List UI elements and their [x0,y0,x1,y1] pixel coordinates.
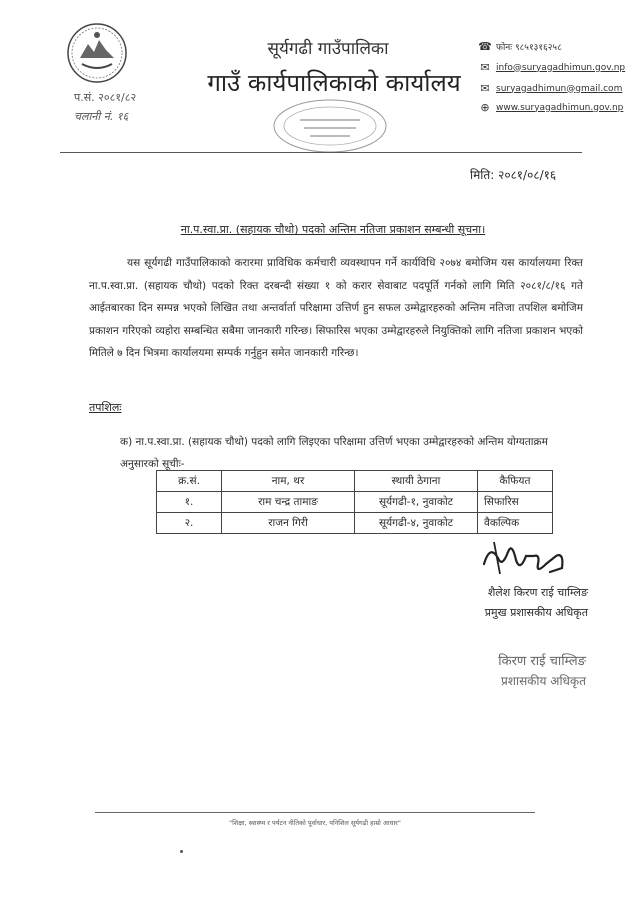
globe-icon: ⊕ [480,101,490,114]
cell-name: राजन गिरी [222,513,355,534]
signatory-title: प्रमुख प्रशासकीय अधिकृत [484,606,588,619]
subject-text: ना.प.स्वा.प्रा. (सहायक चौथो) पदको अन्तिम नतिजा प्रकाशन सम्बन्धी सूचना। [180,223,486,236]
cell-address: सूर्यगढी-४, नुवाकोट [355,513,478,534]
mail-icon: ✉ [480,61,490,74]
contact-email-2[interactable] [478,82,622,95]
body-text: यस सूर्यगढी गाउँपालिकाको करारमा प्राविधिक कर्मचारी व्यवस्थापन गर्ने कार्यविधि २०७४ बमोजिम यस कार्यालयमा रिक्त ना.प.स्वा.प्रा. (सहायक चौथो) पदको रिक्त दरबन्दी संख्या १ को करार सेवाबाट पदपूर्ति गर्नको लागि मिति २०८१/८/१६ गते आईतबारका दिन सम्पन्न भएको लिखित तथा अन्तर्वार्ता परिक्षामा उत्तिर्ण हुन सफल उम्मेद्वारहरुको अन्तिम नतिजा तपशिल बमोजिम प्रकाशन गरिएको व्यहोरा सम्बन्धित सबैमा जानकारी गरिन्छ। सिफारिस भएका उम्मेद्वारहरुले नियुक्तिको लागि नतिजा प्रकाशन भएको मितिले ७ दिन भित्रमा कार्यालयमा सम्पर्क गर्नुहुन समेत जानकारी गरिन्छ। [89,257,583,359]
cell-remarks: वैकल्पिक [478,513,553,534]
cell-sn: १. [157,492,222,513]
table-row [157,513,553,534]
scan-speck [180,850,183,853]
notice-body [89,252,583,365]
footer-divider [95,812,535,813]
email-text-2[interactable]: suryagadhimun@gmail.com [496,83,623,94]
col-name: नाम, थर [222,471,355,492]
office-name: गाउँ कार्यपालिकाको कार्यालय [207,69,461,97]
phone-text: फोनः ९८५१३१६२५८ [496,43,562,53]
col-address: स्थायी ठेगाना [355,471,478,492]
signatory-name: शैलेश किरण राई चाम्लिङ [487,586,588,599]
results-table [156,470,553,534]
stamp-name: किरण राई चाम्लिङ [498,654,586,669]
signature-icon [476,534,572,582]
reference-number: प.सं. २०८१/८२ [74,91,137,104]
mail-icon: ✉ [480,82,490,95]
stamp-title: प्रशासकीय अधिकृत [500,674,586,688]
contact-phone [478,40,562,53]
list-item-intro: क) ना.प.स्वा.प्रा. (सहायक चौथो) पदको लागि लिइएका परिक्षामा उत्तिर्ण भएका उम्मेद्वारहरुको अन्तिम योग्यताक्रम अनुसारको सूचीः- [120,436,548,470]
phone-icon: ☎ [478,40,492,53]
office-stamp-icon [270,98,390,154]
footer-slogan: "शिक्षा, स्वास्थ्य र पर्यटन नीतिको पूर्वाधार, पनिशिल सूर्यगढी हाम्रो आधार" [229,819,401,827]
dispatch-number: चलानी नं. १६ [74,110,129,123]
email-text-1[interactable]: info@suryagadhimun.gov.np [496,62,626,73]
notice-subject [0,222,638,237]
contact-website[interactable] [478,101,623,114]
table-header-row [157,471,553,492]
website-text[interactable]: www.suryagadhimun.gov.np [496,102,624,113]
col-sn: क्र.सं. [157,471,222,492]
cell-sn: २. [157,513,222,534]
col-remarks: कैफियत [478,471,553,492]
cell-remarks: सिफारिस [478,492,553,513]
cell-address: सूर्यगढी-१, नुवाकोट [355,492,478,513]
header-divider [60,152,582,153]
contact-email-1[interactable] [478,61,625,74]
table-row [157,492,553,513]
cell-name: राम चन्द्र तामाङ [222,492,355,513]
details-heading: तपशिलः [89,401,122,414]
document-date: मिति: २०८१/०८/१६ [470,168,557,182]
municipality-name: सूर्यगढी गाउँपालिका [267,39,389,59]
